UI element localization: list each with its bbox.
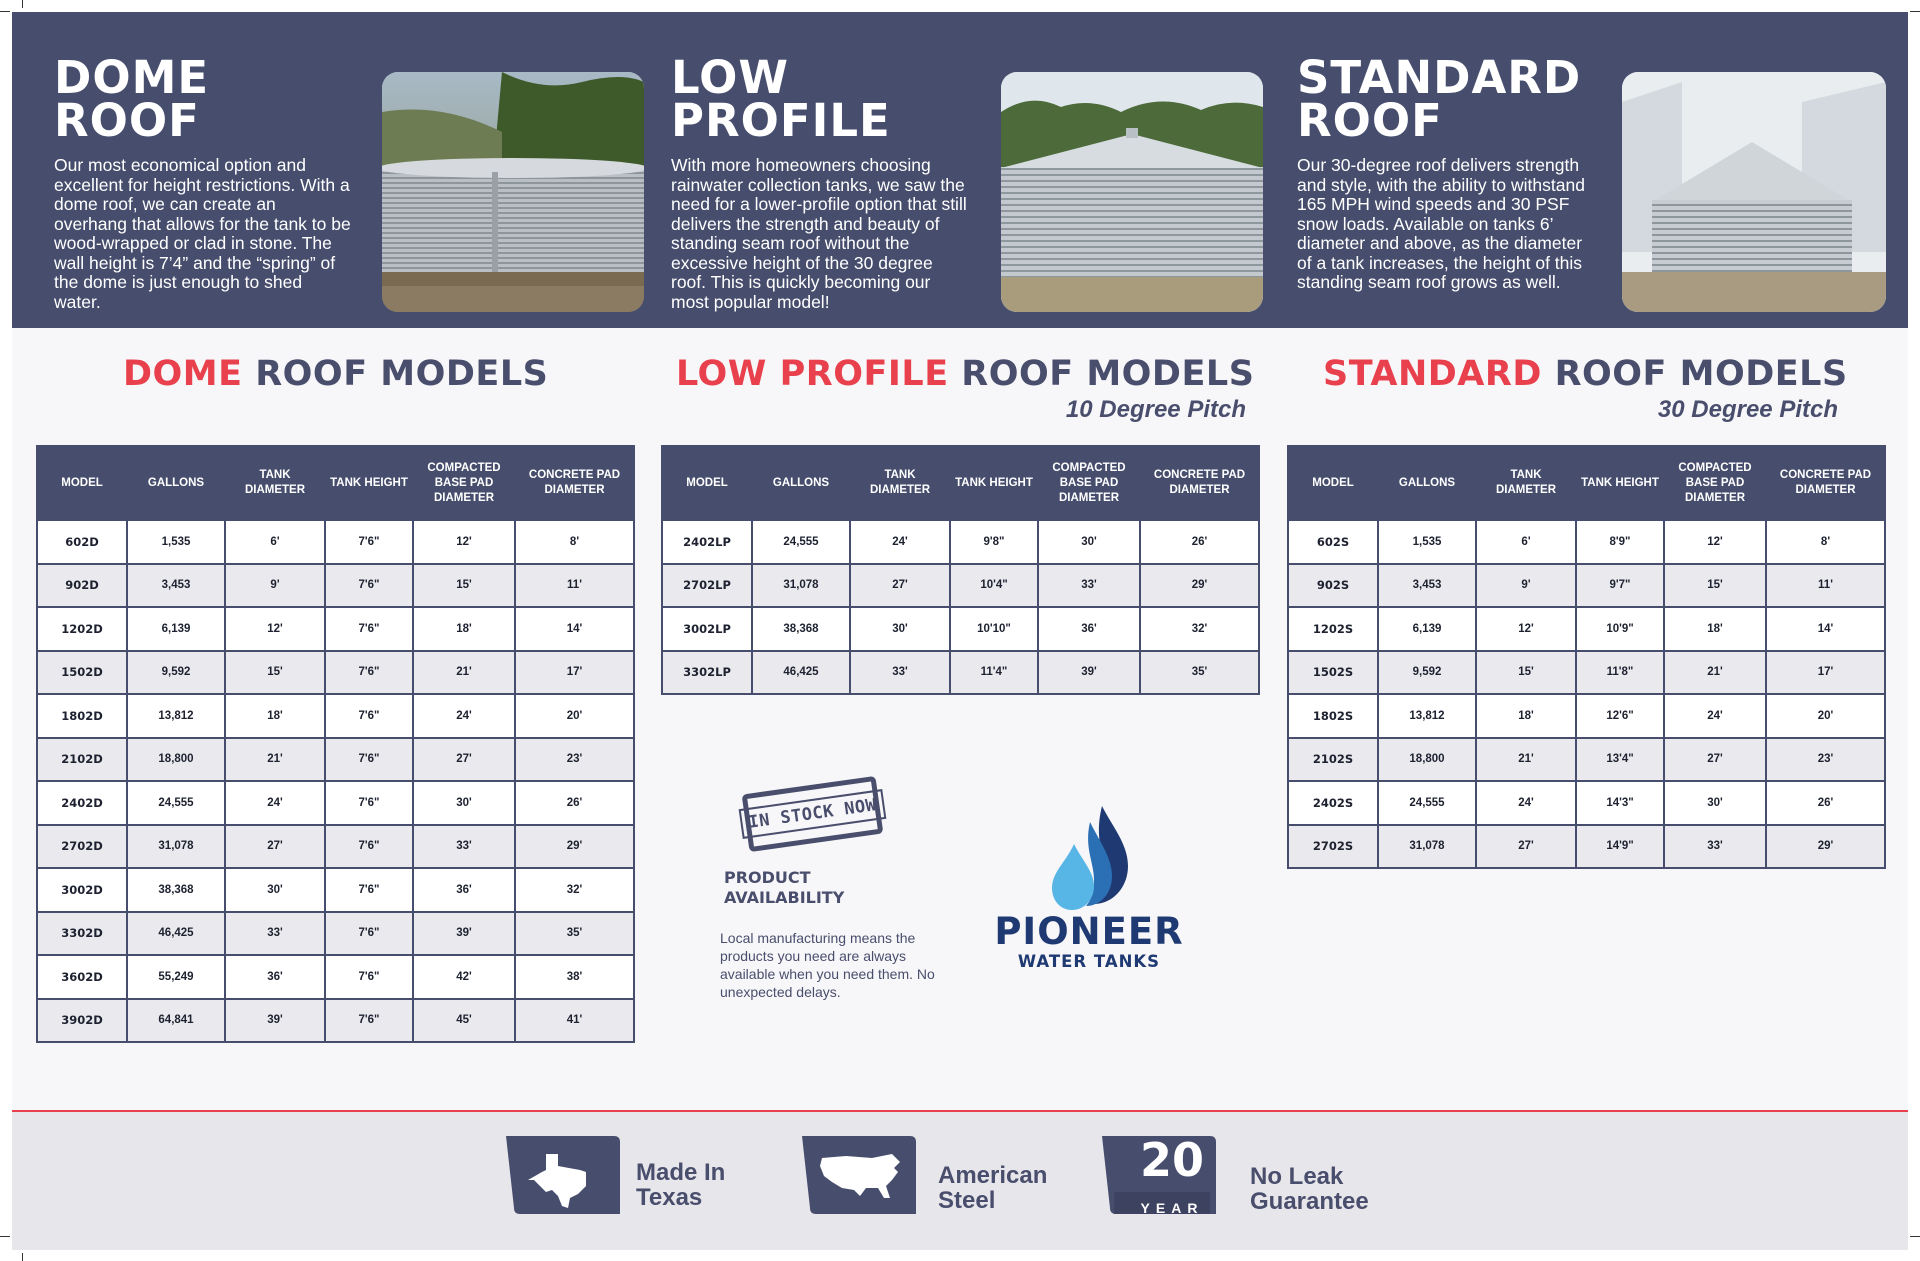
table-cell: 6' bbox=[225, 520, 325, 564]
title-line: PRODUCT bbox=[724, 868, 811, 887]
stamp-text: IN STOCK NOW bbox=[739, 789, 887, 839]
table-cell: 14' bbox=[515, 607, 634, 651]
badge-line: Steel bbox=[938, 1187, 996, 1214]
column-header: MODEL bbox=[37, 446, 127, 520]
low-profile-title bbox=[671, 51, 891, 147]
table-cell: 23' bbox=[515, 738, 634, 782]
table-cell: 6' bbox=[1476, 520, 1576, 564]
model-cell: 1802D bbox=[37, 694, 127, 738]
table-row bbox=[37, 694, 634, 738]
table-cell: 18' bbox=[1664, 607, 1766, 651]
pioneer-logo-tagline: WATER TANKS bbox=[1017, 952, 1161, 971]
standard-roof-tank-photo bbox=[1622, 72, 1886, 312]
low-profile-panel bbox=[671, 12, 1271, 328]
column-header: MODEL bbox=[662, 446, 752, 520]
table-cell: 3,453 bbox=[127, 564, 225, 608]
table-cell: 35' bbox=[515, 912, 634, 956]
badge-label bbox=[636, 1160, 725, 1210]
table-cell: 31,078 bbox=[127, 825, 225, 869]
low-profile-models-table bbox=[661, 445, 1260, 695]
table-row bbox=[662, 607, 1259, 651]
column-header: TANK DIAMETER bbox=[1476, 446, 1576, 520]
table-cell: 18' bbox=[225, 694, 325, 738]
table-row bbox=[37, 564, 634, 608]
table-cell: 26' bbox=[1140, 520, 1259, 564]
title-accent: LOW PROFILE bbox=[676, 354, 949, 394]
table-cell: 21' bbox=[1476, 738, 1576, 782]
table-cell: 30' bbox=[225, 868, 325, 912]
model-cell: 602D bbox=[37, 520, 127, 564]
table-cell: 27' bbox=[1476, 825, 1576, 869]
table-cell: 15' bbox=[413, 564, 515, 608]
table-row bbox=[662, 564, 1259, 608]
table-cell: 7'6" bbox=[325, 781, 413, 825]
title-line: LOW bbox=[671, 51, 789, 104]
column-header: COMPACTED BASE PAD DIAMETER bbox=[1664, 446, 1766, 520]
table-cell: 15' bbox=[1664, 564, 1766, 608]
table-cell: 11'4" bbox=[950, 651, 1038, 695]
table-cell: 23' bbox=[1766, 738, 1885, 782]
title-rest: ROOF MODELS bbox=[948, 354, 1255, 394]
table-cell: 21' bbox=[1664, 651, 1766, 695]
table-cell: 7'6" bbox=[325, 999, 413, 1043]
table-cell: 35' bbox=[1140, 651, 1259, 695]
low-profile-tank-photo bbox=[1001, 72, 1263, 312]
table-cell: 26' bbox=[1766, 781, 1885, 825]
title-line: PROFILE bbox=[671, 94, 891, 147]
american-steel-badge bbox=[802, 1132, 1082, 1218]
table-cell: 12' bbox=[413, 520, 515, 564]
dome-section-title bbox=[123, 354, 548, 394]
table-cell: 36' bbox=[1038, 607, 1140, 651]
model-cell: 2702S bbox=[1288, 825, 1378, 869]
title-accent: STANDARD bbox=[1323, 354, 1542, 394]
table-cell: 14'3" bbox=[1576, 781, 1664, 825]
table-cell: 9' bbox=[225, 564, 325, 608]
table-cell: 24' bbox=[850, 520, 950, 564]
model-cell: 2702LP bbox=[662, 564, 752, 608]
table-cell: 33' bbox=[413, 825, 515, 869]
model-cell: 1202D bbox=[37, 607, 127, 651]
table-cell: 24' bbox=[1664, 694, 1766, 738]
table-cell: 32' bbox=[515, 868, 634, 912]
table-row bbox=[37, 607, 634, 651]
model-cell: 3902D bbox=[37, 999, 127, 1043]
table-cell: 24' bbox=[225, 781, 325, 825]
table-cell: 7'6" bbox=[325, 651, 413, 695]
table-cell: 26' bbox=[515, 781, 634, 825]
pioneer-logo-name: PIONEER bbox=[994, 910, 1184, 953]
model-cell: 3602D bbox=[37, 955, 127, 999]
table-cell: 12'6" bbox=[1576, 694, 1664, 738]
table-cell: 33' bbox=[1664, 825, 1766, 869]
table-cell: 10'10" bbox=[950, 607, 1038, 651]
table-cell: 9'7" bbox=[1576, 564, 1664, 608]
model-cell: 1802S bbox=[1288, 694, 1378, 738]
model-cell: 2402S bbox=[1288, 781, 1378, 825]
table-row bbox=[37, 912, 634, 956]
table-cell: 39' bbox=[225, 999, 325, 1043]
table-cell: 10'4" bbox=[950, 564, 1038, 608]
table-row bbox=[37, 738, 634, 782]
table-row bbox=[37, 999, 634, 1043]
table-cell: 29' bbox=[1140, 564, 1259, 608]
standard-section-title bbox=[1323, 354, 1848, 394]
column-header: TANK DIAMETER bbox=[225, 446, 325, 520]
table-cell: 33' bbox=[850, 651, 950, 695]
table-cell: 8'9" bbox=[1576, 520, 1664, 564]
model-cell: 3302D bbox=[37, 912, 127, 956]
model-cell: 602S bbox=[1288, 520, 1378, 564]
table-cell: 14' bbox=[1766, 607, 1885, 651]
table-cell: 46,425 bbox=[127, 912, 225, 956]
table-row bbox=[1288, 607, 1885, 651]
model-cell: 2102S bbox=[1288, 738, 1378, 782]
table-cell: 12' bbox=[1476, 607, 1576, 651]
table-cell: 18' bbox=[1476, 694, 1576, 738]
table-cell: 9,592 bbox=[127, 651, 225, 695]
table-row bbox=[1288, 825, 1885, 869]
table-cell: 7'6" bbox=[325, 955, 413, 999]
badge-line: Made In bbox=[636, 1159, 726, 1186]
table-cell: 15' bbox=[225, 651, 325, 695]
table-cell: 10'9" bbox=[1576, 607, 1664, 651]
table-cell: 11' bbox=[1766, 564, 1885, 608]
table-cell: 33' bbox=[225, 912, 325, 956]
table-row bbox=[1288, 564, 1885, 608]
model-cell: 3002LP bbox=[662, 607, 752, 651]
table-cell: 7'6" bbox=[325, 868, 413, 912]
table-row bbox=[37, 651, 634, 695]
low-profile-subtitle: 10 Degree Pitch bbox=[1065, 396, 1246, 423]
table-cell: 17' bbox=[515, 651, 634, 695]
dome-roof-title bbox=[54, 51, 210, 147]
table-cell: 9,592 bbox=[1378, 651, 1476, 695]
table-cell: 45' bbox=[413, 999, 515, 1043]
title-rest: ROOF MODELS bbox=[242, 354, 549, 394]
table-cell: 7'6" bbox=[325, 912, 413, 956]
table-cell: 21' bbox=[225, 738, 325, 782]
table-cell: 38,368 bbox=[127, 868, 225, 912]
model-cell: 3002D bbox=[37, 868, 127, 912]
table-cell: 46,425 bbox=[752, 651, 850, 695]
model-cell: 2402D bbox=[37, 781, 127, 825]
table-row bbox=[1288, 651, 1885, 695]
table-cell: 31,078 bbox=[1378, 825, 1476, 869]
title-line: DOME bbox=[54, 51, 210, 104]
badge-label bbox=[1250, 1164, 1369, 1214]
table-header-row bbox=[1288, 446, 1885, 520]
table-cell: 31,078 bbox=[752, 564, 850, 608]
table-cell: 24,555 bbox=[752, 520, 850, 564]
table-cell: 7'6" bbox=[325, 694, 413, 738]
table-row bbox=[1288, 738, 1885, 782]
model-cell: 1202S bbox=[1288, 607, 1378, 651]
crop-mark bbox=[22, 1253, 23, 1261]
table-cell: 24,555 bbox=[1378, 781, 1476, 825]
title-line: STANDARD bbox=[1297, 51, 1582, 104]
product-availability-description: Local manufacturing means the products you need are always available when you need them. No unexpected delays. bbox=[720, 930, 935, 1000]
badge-label bbox=[938, 1163, 1047, 1213]
table-cell: 24' bbox=[413, 694, 515, 738]
table-cell: 15' bbox=[1476, 651, 1576, 695]
table-header-row bbox=[662, 446, 1259, 520]
usa-map-icon bbox=[802, 1132, 920, 1218]
table-cell: 55,249 bbox=[127, 955, 225, 999]
standard-models-table bbox=[1287, 445, 1886, 869]
title-line: ROOF bbox=[1297, 94, 1443, 147]
model-cell: 902S bbox=[1288, 564, 1378, 608]
table-cell: 7'6" bbox=[325, 607, 413, 651]
column-header: GALLONS bbox=[127, 446, 225, 520]
table-cell: 30' bbox=[1038, 520, 1140, 564]
column-header: COMPACTED BASE PAD DIAMETER bbox=[413, 446, 515, 520]
column-header: CONCRETE PAD DIAMETER bbox=[515, 446, 634, 520]
table-cell: 7'6" bbox=[325, 520, 413, 564]
table-row bbox=[37, 955, 634, 999]
table-cell: 30' bbox=[1664, 781, 1766, 825]
standard-subtitle: 30 Degree Pitch bbox=[1657, 396, 1838, 423]
top-banner bbox=[12, 12, 1908, 328]
table-cell: 29' bbox=[515, 825, 634, 869]
table-cell: 8' bbox=[1766, 520, 1885, 564]
table-cell: 7'6" bbox=[325, 825, 413, 869]
crop-mark bbox=[1910, 11, 1920, 12]
product-availability-title bbox=[724, 868, 924, 908]
model-cell: 1502S bbox=[1288, 651, 1378, 695]
table-cell: 3,453 bbox=[1378, 564, 1476, 608]
in-stock-stamp bbox=[742, 776, 884, 852]
table-row bbox=[1288, 694, 1885, 738]
dome-roof-description: Our most economical option and excellent for height restrictions. With a dome roof, we can create an overhang that allows for the tank to be wood-wrapped or clad in stone. The wall height is 7’4” and the “spring” of the dome is just enough to shed water. bbox=[54, 155, 351, 312]
column-header: CONCRETE PAD DIAMETER bbox=[1766, 446, 1885, 520]
table-cell: 29' bbox=[1766, 825, 1885, 869]
table-row bbox=[662, 520, 1259, 564]
column-header: GALLONS bbox=[752, 446, 850, 520]
table-cell: 6,139 bbox=[1378, 607, 1476, 651]
column-header: GALLONS bbox=[1378, 446, 1476, 520]
table-cell: 33' bbox=[1038, 564, 1140, 608]
table-cell: 30' bbox=[850, 607, 950, 651]
table-cell: 9'8" bbox=[950, 520, 1038, 564]
table-cell: 13,812 bbox=[1378, 694, 1476, 738]
column-header: TANK HEIGHT bbox=[325, 446, 413, 520]
crop-mark bbox=[1910, 1236, 1920, 1237]
badge-line: Guarantee bbox=[1250, 1188, 1369, 1215]
table-cell: 14'9" bbox=[1576, 825, 1664, 869]
model-cell: 1502D bbox=[37, 651, 127, 695]
table-cell: 36' bbox=[413, 868, 515, 912]
table-cell: 7'6" bbox=[325, 564, 413, 608]
table-cell: 12' bbox=[1664, 520, 1766, 564]
column-header: CONCRETE PAD DIAMETER bbox=[1140, 446, 1259, 520]
column-header: TANK DIAMETER bbox=[850, 446, 950, 520]
standard-roof-description: Our 30-degree roof delivers strength and style, with the ability to withstand 165 MPH wind speeds and 30 PSF snow loads. Available on tanks 6’ diameter and above, as the diameter of a tank increases, the height of this standing seam roof grows as well. bbox=[1297, 155, 1585, 292]
table-cell: 6,139 bbox=[127, 607, 225, 651]
badge-line: Texas bbox=[636, 1184, 703, 1211]
table-cell: 7'6" bbox=[325, 738, 413, 782]
crop-mark bbox=[0, 1236, 10, 1237]
table-cell: 39' bbox=[1038, 651, 1140, 695]
table-cell: 39' bbox=[413, 912, 515, 956]
table-cell: 64,841 bbox=[127, 999, 225, 1043]
title-rest: ROOF MODELS bbox=[1541, 354, 1848, 394]
title-accent: DOME bbox=[123, 354, 243, 394]
model-cell: 902D bbox=[37, 564, 127, 608]
standard-roof-title bbox=[1297, 51, 1582, 147]
low-profile-section-title bbox=[676, 354, 1254, 394]
table-cell: 11' bbox=[515, 564, 634, 608]
table-cell: 12' bbox=[225, 607, 325, 651]
crop-mark bbox=[0, 11, 10, 12]
brochure-sheet bbox=[12, 12, 1908, 1250]
table-cell: 27' bbox=[225, 825, 325, 869]
made-in-texas-badge bbox=[506, 1132, 766, 1218]
twenty-year-number: 20 bbox=[1139, 1133, 1204, 1187]
table-header-row bbox=[37, 446, 634, 520]
table-cell: 13,812 bbox=[127, 694, 225, 738]
twenty-year-unit: YEAR bbox=[1140, 1200, 1204, 1216]
table-cell: 1,535 bbox=[1378, 520, 1476, 564]
badge-line: American bbox=[938, 1162, 1048, 1189]
model-cell: 2102D bbox=[37, 738, 127, 782]
table-cell: 11'8" bbox=[1576, 651, 1664, 695]
table-row bbox=[37, 781, 634, 825]
table-cell: 42' bbox=[413, 955, 515, 999]
table-cell: 30' bbox=[413, 781, 515, 825]
table-row bbox=[37, 825, 634, 869]
table-cell: 18,800 bbox=[1378, 738, 1476, 782]
crop-mark bbox=[22, 0, 23, 8]
table-cell: 38' bbox=[515, 955, 634, 999]
column-header: MODEL bbox=[1288, 446, 1378, 520]
table-cell: 18,800 bbox=[127, 738, 225, 782]
title-line: ROOF bbox=[54, 94, 200, 147]
badge-line: No Leak bbox=[1250, 1163, 1344, 1190]
table-row bbox=[1288, 520, 1885, 564]
table-cell: 20' bbox=[1766, 694, 1885, 738]
column-header: TANK HEIGHT bbox=[950, 446, 1038, 520]
model-cell: 2402LP bbox=[662, 520, 752, 564]
low-profile-description: With more homeowners choosing rainwater collection tanks, we saw the need for a lower-profile option that still delivers the strength and beauty of standing seam roof without the excessive height of the 30 degree roof. This is quickly becoming our most popular model! bbox=[671, 155, 967, 312]
table-cell: 32' bbox=[1140, 607, 1259, 651]
table-cell: 24' bbox=[1476, 781, 1576, 825]
table-cell: 13'4" bbox=[1576, 738, 1664, 782]
table-cell: 27' bbox=[850, 564, 950, 608]
table-row bbox=[662, 651, 1259, 695]
water-drop-icon bbox=[1050, 804, 1130, 914]
dome-roof-panel bbox=[54, 12, 654, 328]
table-row bbox=[1288, 781, 1885, 825]
table-cell: 20' bbox=[515, 694, 634, 738]
dome-roof-tank-photo bbox=[382, 72, 644, 312]
table-cell: 27' bbox=[413, 738, 515, 782]
table-cell: 8' bbox=[515, 520, 634, 564]
table-cell: 21' bbox=[413, 651, 515, 695]
title-line: AVAILABILITY bbox=[724, 888, 845, 907]
table-row bbox=[37, 868, 634, 912]
table-row bbox=[37, 520, 634, 564]
dome-models-table bbox=[36, 445, 635, 1043]
table-cell: 41' bbox=[515, 999, 634, 1043]
table-cell: 18' bbox=[413, 607, 515, 651]
table-cell: 27' bbox=[1664, 738, 1766, 782]
table-cell: 38,368 bbox=[752, 607, 850, 651]
column-header: COMPACTED BASE PAD DIAMETER bbox=[1038, 446, 1140, 520]
table-cell: 24,555 bbox=[127, 781, 225, 825]
model-cell: 2702D bbox=[37, 825, 127, 869]
table-cell: 9' bbox=[1476, 564, 1576, 608]
model-cell: 3302LP bbox=[662, 651, 752, 695]
table-cell: 1,535 bbox=[127, 520, 225, 564]
texas-map-icon bbox=[506, 1132, 624, 1218]
column-header: TANK HEIGHT bbox=[1576, 446, 1664, 520]
table-cell: 36' bbox=[225, 955, 325, 999]
table-cell: 17' bbox=[1766, 651, 1885, 695]
standard-roof-panel bbox=[1297, 12, 1897, 328]
